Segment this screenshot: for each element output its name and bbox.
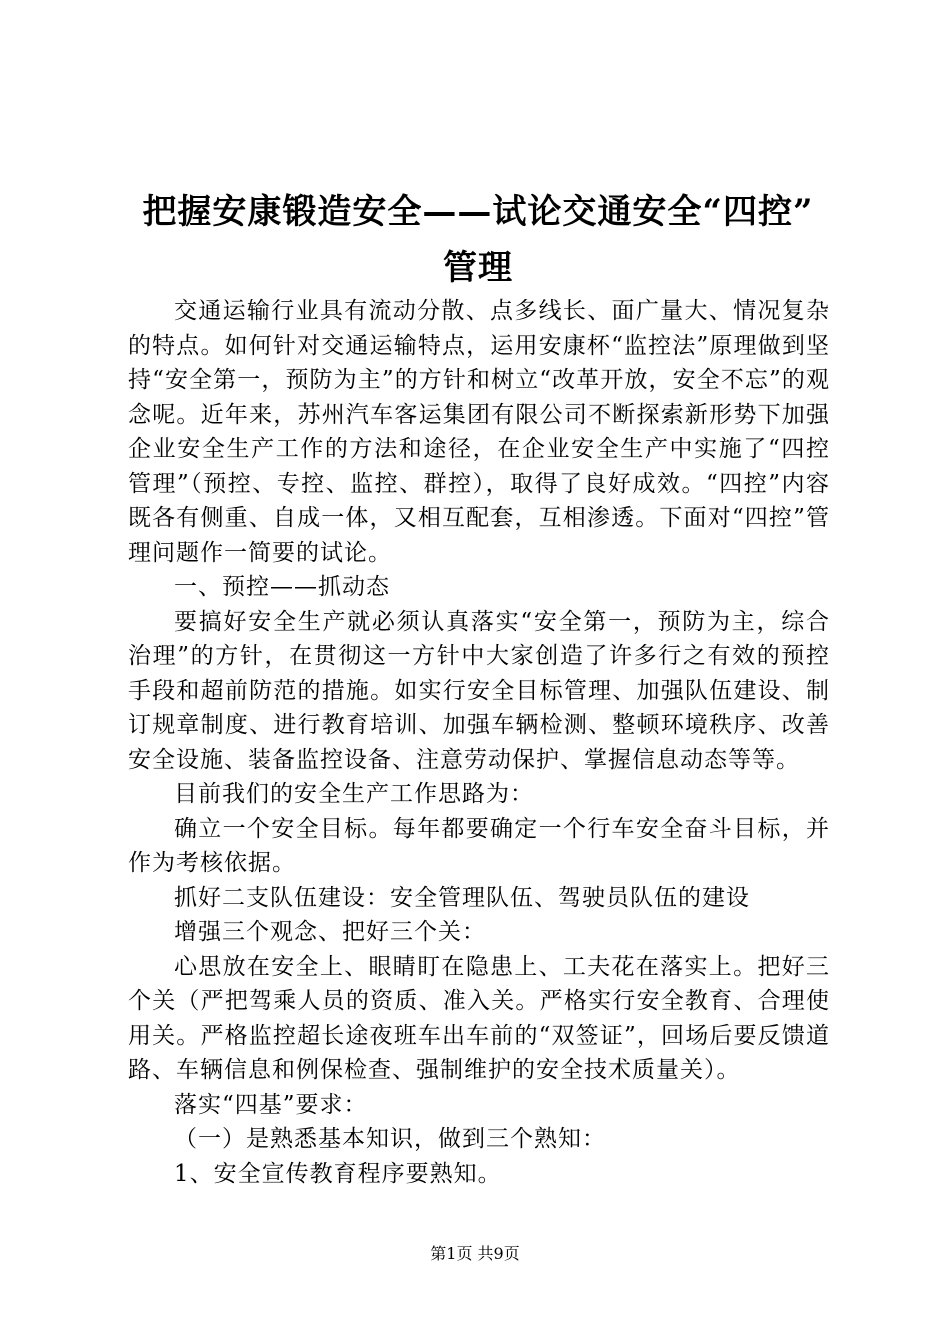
paragraph-intro: 交通运输行业具有流动分散、点多线长、面广量大、情况复杂的特点。如何针对交通运输特点，运用安康杯“监控法”原理做到坚持“安全第一，预防为主”的方针和树立“改革开放，安全不忘”的观念呢。近年来，苏州汽车客运集团有限公司不断探索新形势下加强企业安全生产工作的方法和途径，在企业安全生产中实施了“四控管理”（预控、专控、监控、群控），取得了良好成效。“四控”内容既各有侧重、自成一体，又相互配套，互相渗透。下面对“四控”管理问题作一简要的试论。 — [128, 298, 830, 566]
document-body — [128, 294, 830, 1191]
page-footer: 第1页 共9页 — [430, 1244, 520, 1263]
section-heading-precontrol: 一、预控——抓动态 — [174, 574, 390, 600]
paragraph-four-basics: 落实“四基”要求： — [174, 1091, 368, 1118]
paragraph-three-checkpoints: 心思放在安全上、眼睛盯在隐患上、工夫花在落实上。把好三个关（严把驾乘人员的资质、准入关。严格实行安全教育、合理使用关。严格监控超长途夜班车出车前的“双签证”，回场后要反馈道路、车辆信息和例保检查、强制维护的安全技术质量关）。 — [128, 953, 830, 1083]
paragraph-two-teams: 抓好二支队伍建设：安全管理队伍、驾驶员队伍的建设 — [174, 884, 750, 911]
document-title-line1: 把握安康锻造安全——试论交通安全“四控” — [142, 192, 814, 232]
paragraph-precontrol: 要搞好安全生产就必须认真落实“安全第一，预防为主，综合治理”的方针，在贯彻这一方针中大家创造了许多行之有效的预控手段和超前防范的措施。如实行安全目标管理、加强队伍建设、制订规章制度、进行教育培训、加强车辆检测、整顿环境秩序、改善安全设施、装备监控设备、注意劳动保护、掌握信息动态等等。 — [128, 608, 830, 773]
document-title-line2: 管理 — [443, 248, 513, 288]
paragraph-three-concepts: 增强三个观念、把好三个关： — [174, 919, 486, 945]
paragraph-basic-knowledge: （一）是熟悉基本知识，做到三个熟知： — [174, 1126, 606, 1152]
paragraph-item-1: 1、安全宣传教育程序要熟知。 — [174, 1160, 502, 1187]
paragraph-safety-goal: 确立一个安全目标。每年都要确定一个行车安全奋斗目标，并作为考核依据。 — [128, 815, 830, 876]
paragraph-work-approach: 目前我们的安全生产工作思路为： — [174, 781, 534, 807]
